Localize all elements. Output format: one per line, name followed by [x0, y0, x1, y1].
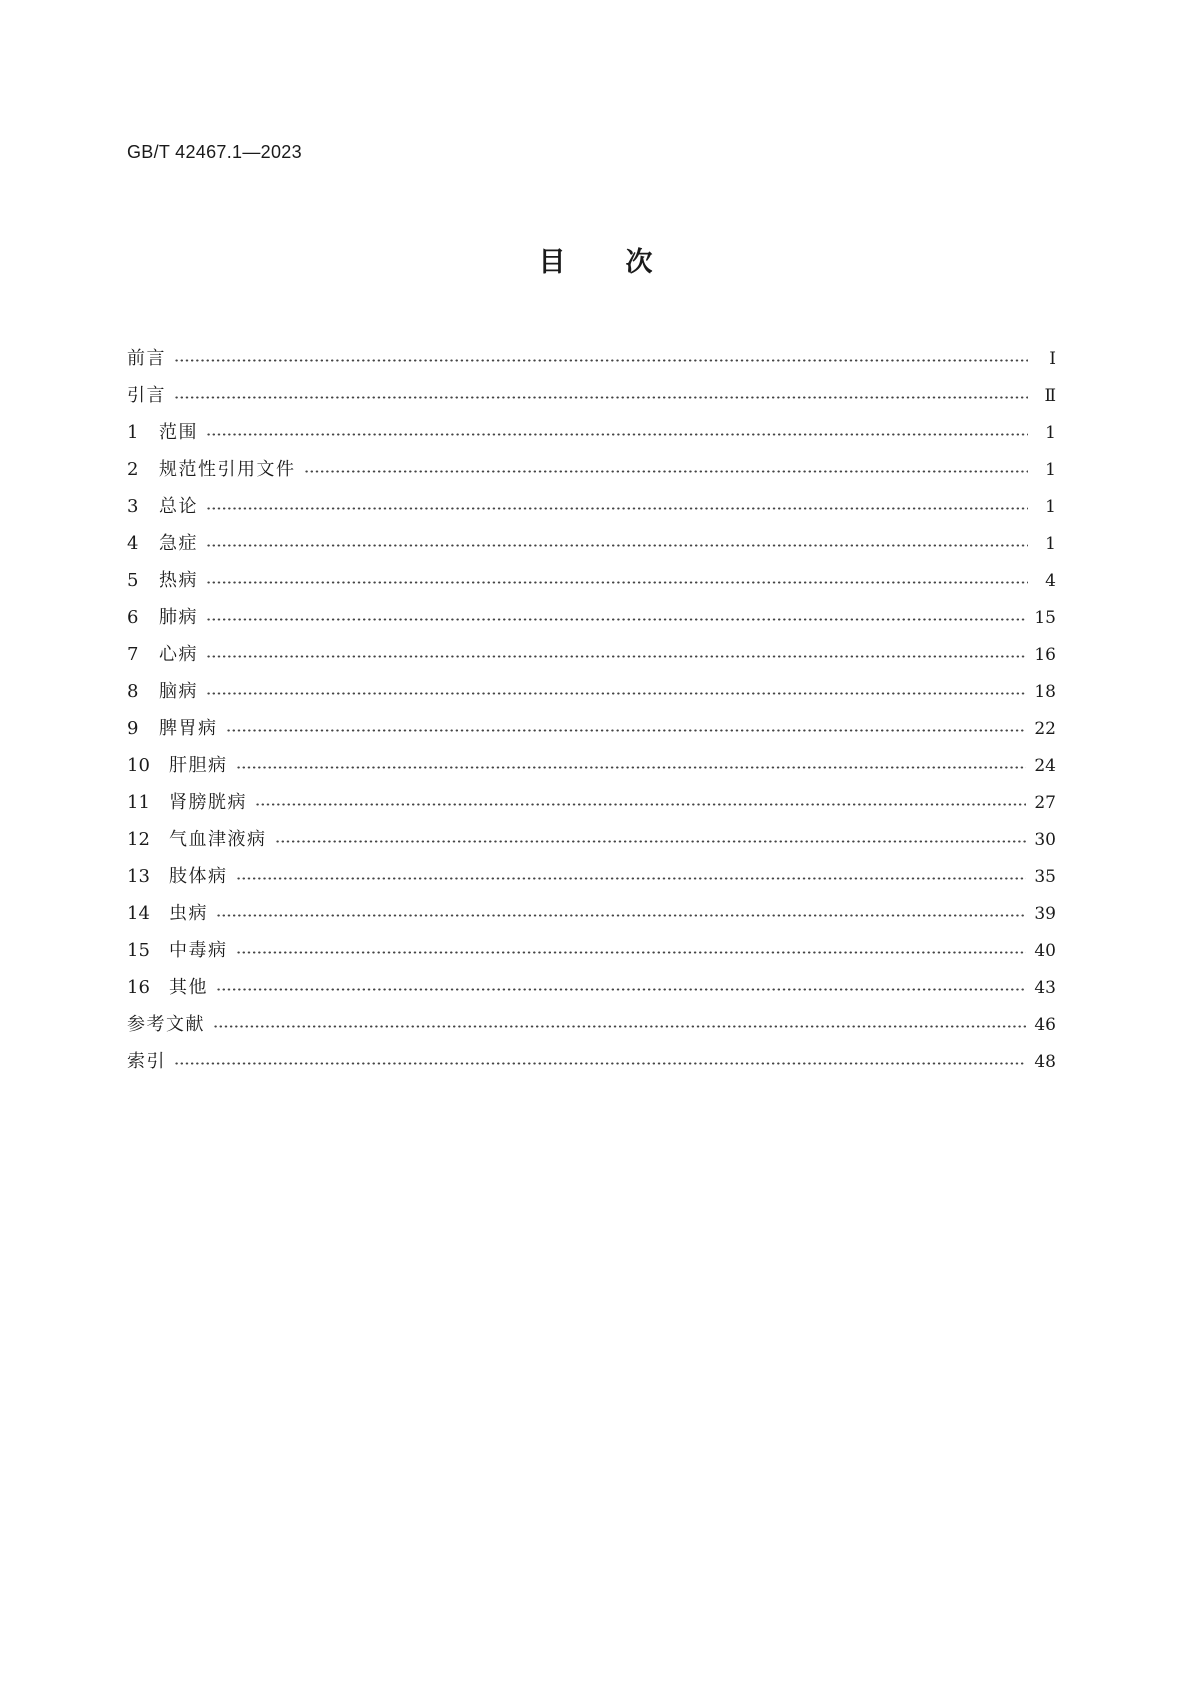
toc-dot-leader: [174, 1062, 1026, 1065]
toc-entry-label: 引言: [127, 384, 166, 406]
toc-title-char-2: 次: [625, 247, 653, 278]
toc-title-char-1: 目: [538, 247, 566, 278]
toc-entry-number: 6: [127, 606, 139, 628]
toc-entry-11[interactable]: [127, 784, 1056, 821]
toc-dot-leader: [206, 618, 1026, 621]
toc-entry-foreword[interactable]: [127, 340, 1056, 377]
toc-entry-page: 30: [1034, 829, 1056, 850]
toc-entry-number: 1: [127, 421, 139, 443]
toc-entry-8[interactable]: [127, 673, 1056, 710]
standard-number: GB/T 42467.1—2023: [127, 142, 302, 162]
toc-entry-page: 24: [1034, 755, 1056, 776]
toc-entry-number: 2: [127, 458, 139, 480]
toc-entry-number: 4: [127, 532, 139, 554]
toc-entry-label: 肢体病: [169, 865, 228, 887]
toc-dot-leader: [206, 655, 1026, 658]
toc-entry-14[interactable]: [127, 895, 1056, 932]
toc-dot-leader: [255, 803, 1026, 806]
toc-dot-leader: [206, 581, 1028, 584]
toc-dot-leader: [236, 877, 1027, 880]
toc-entry-label: 参考文献: [127, 1013, 205, 1035]
toc-entry-label: 虫病: [169, 902, 208, 924]
toc-entry-6[interactable]: [127, 599, 1056, 636]
toc-dot-leader: [206, 433, 1028, 436]
toc-dot-leader: [216, 914, 1026, 917]
toc-entry-introduction[interactable]: [127, 377, 1056, 414]
toc-entry-page: Ⅰ: [1049, 348, 1056, 369]
toc-entry-label: 急症: [159, 532, 198, 554]
toc-entry-number: 15: [127, 939, 150, 961]
toc-entry-label: 肺病: [159, 606, 198, 628]
toc-entry-number: 5: [127, 569, 139, 591]
toc-entry-number: 12: [127, 828, 150, 850]
toc-entry-label: 中毒病: [169, 939, 228, 961]
toc-entry-number: 13: [127, 865, 150, 887]
toc-dot-leader: [236, 951, 1027, 954]
toc-entry-10[interactable]: [127, 747, 1056, 784]
toc-entry-page: 1: [1045, 422, 1056, 443]
toc-entry-label: 脾胃病: [159, 717, 218, 739]
toc-dot-leader: [174, 396, 1028, 399]
toc-dot-leader: [174, 359, 1028, 362]
toc-entry-page: 1: [1045, 459, 1056, 480]
toc-entry-label: 索引: [127, 1050, 166, 1072]
toc-entry-page: 27: [1034, 792, 1056, 813]
toc-entry-number: 8: [127, 680, 139, 702]
toc-entry-3[interactable]: [127, 488, 1056, 525]
toc-entry-label: 肝胆病: [169, 754, 228, 776]
toc-dot-leader: [206, 692, 1026, 695]
toc-dot-leader: [275, 840, 1027, 843]
toc-entry-page: 46: [1034, 1014, 1056, 1035]
toc-entry-page: Ⅱ: [1044, 385, 1056, 406]
toc-entry-label: 前言: [127, 347, 166, 369]
toc-entry-page: 18: [1034, 681, 1056, 702]
toc-entry-label: 总论: [159, 495, 198, 517]
toc-entry-page: 15: [1034, 607, 1056, 628]
toc-entry-12[interactable]: [127, 821, 1056, 858]
toc-title: [0, 246, 1191, 280]
toc-entry-16[interactable]: [127, 969, 1056, 1006]
toc-entry-index[interactable]: [127, 1043, 1056, 1080]
toc-entry-label: 其他: [169, 976, 208, 998]
toc-dot-leader: [236, 766, 1027, 769]
toc-entry-2[interactable]: [127, 451, 1056, 488]
toc-entry-page: 39: [1034, 903, 1056, 924]
toc-entry-label: 肾膀胱病: [169, 791, 247, 813]
toc-entry-page: 16: [1034, 644, 1056, 665]
toc-entry-4[interactable]: [127, 525, 1056, 562]
toc-dot-leader: [216, 988, 1026, 991]
toc-entry-page: 22: [1034, 718, 1056, 739]
toc-entry-1[interactable]: [127, 414, 1056, 451]
toc-entry-label: 脑病: [159, 680, 198, 702]
toc-dot-leader: [304, 470, 1029, 473]
toc-entry-5[interactable]: [127, 562, 1056, 599]
toc-entry-number: 14: [127, 902, 150, 924]
toc-entry-15[interactable]: [127, 932, 1056, 969]
toc-list: [127, 340, 1056, 1080]
toc-entry-13[interactable]: [127, 858, 1056, 895]
toc-dot-leader: [206, 507, 1028, 510]
toc-entry-number: 7: [127, 643, 139, 665]
toc-entry-label: 规范性引用文件: [159, 458, 296, 480]
toc-entry-label: 范围: [159, 421, 198, 443]
toc-entry-page: 4: [1045, 570, 1056, 591]
toc-entry-page: 48: [1034, 1051, 1056, 1072]
toc-entry-page: 1: [1045, 533, 1056, 554]
toc-entry-label: 心病: [159, 643, 198, 665]
toc-entry-number: 10: [127, 754, 150, 776]
toc-entry-bibliography[interactable]: [127, 1006, 1056, 1043]
toc-entry-page: 40: [1034, 940, 1056, 961]
toc-entry-page: 35: [1034, 866, 1056, 887]
toc-dot-leader: [206, 544, 1028, 547]
toc-entry-label: 气血津液病: [169, 828, 267, 850]
toc-entry-number: 9: [127, 717, 139, 739]
toc-entry-number: 16: [127, 976, 150, 998]
toc-dot-leader: [226, 729, 1027, 732]
toc-dot-leader: [213, 1025, 1026, 1028]
toc-entry-number: 3: [127, 495, 139, 517]
toc-entry-9[interactable]: [127, 710, 1056, 747]
toc-entry-label: 热病: [159, 569, 198, 591]
toc-entry-7[interactable]: [127, 636, 1056, 673]
toc-entry-page: 43: [1034, 977, 1056, 998]
toc-entry-page: 1: [1045, 496, 1056, 517]
toc-entry-number: 11: [127, 791, 150, 813]
